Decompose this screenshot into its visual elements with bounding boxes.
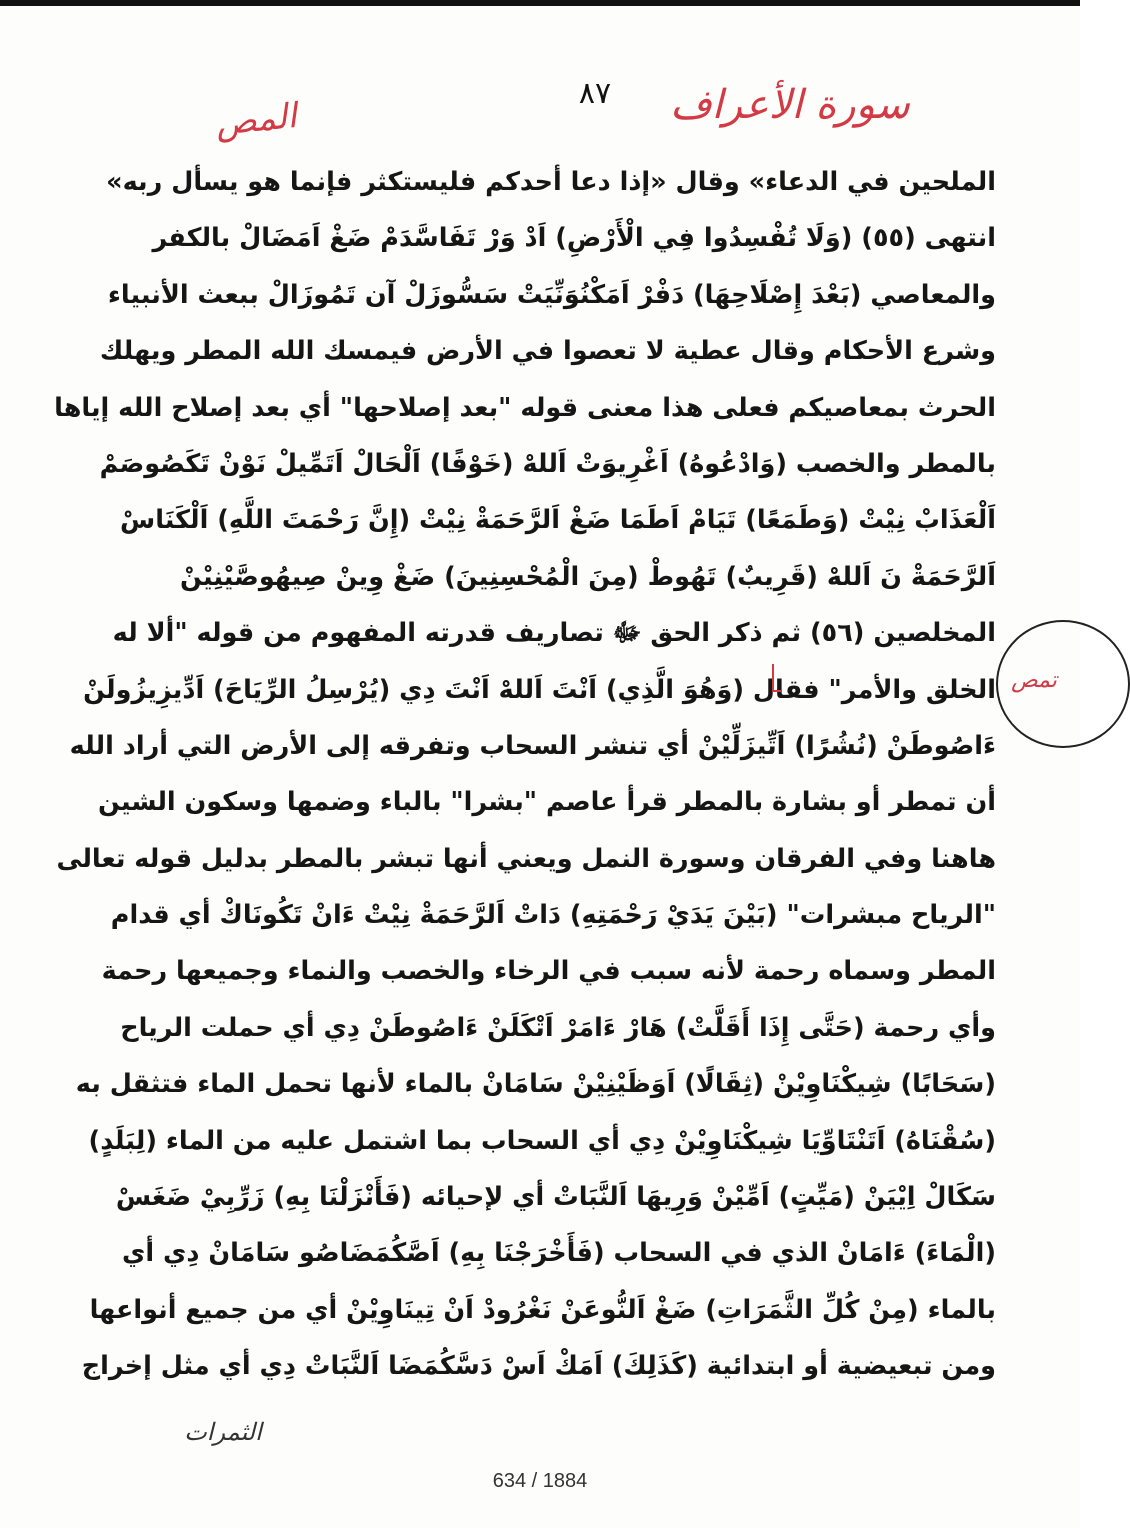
text-line: (سُقْنَاهُ) اَتَنْتَاوِّيَا شِيكْنَاوِيْنْ دِي أي السحاب بما اشتمل عليه من الماء (لِبَلَدٍ): [88, 1125, 996, 1156]
text-line: أن تمطر أو بشارة بالمطر قرأ عاصم "بشرا" بالباء وضمها وسكون الشين: [98, 787, 996, 818]
insertion-mark: [772, 664, 782, 692]
viewer-page-indicator: 634 / 1884: [492, 1470, 588, 1492]
text-line: "الرياح مبشرات" (بَيْنَ يَدَيْ رَحْمَتِهِ) دَاتْ اَلرَّحَمَةْ نِيْتْ ءَانْ تَكُونَاكْ أي قدام: [110, 900, 996, 931]
text-line: المطر وسماه رحمة لأنه سبب في الرخاء والخصب والنماء وجميعها رحمة: [101, 956, 996, 987]
page-number: ٨٧: [578, 76, 612, 111]
handwritten-letters-note: المص: [213, 95, 299, 145]
text-line: الخلق والأمر" فقال (وَهُوَ الَّذِي) اَنْتَ اَللهْ اَنْتَ دِي (يُرْسِلُ الرِّيَاحَ) اَدِّيزِيزُولَنْ: [83, 674, 996, 705]
text-line: الحرث بمعاصيكم فعلى هذا معنى قوله "بعد إصلاحها" أي بعد إصلاح الله إياها: [54, 392, 996, 423]
margin-handwritten-note: تمص: [1011, 668, 1057, 693]
scan-top-edge: [0, 0, 1080, 6]
text-line: بالمطر والخصب (وَادْعُوهُ) اَغْرِيوَتْ اَللهْ (خَوْفًا) اَلْحَالْ اَتَمِّيلْ نَوْنْ تَكَصُوصَمْ: [99, 448, 996, 479]
text-line: الملحين في الدعاء» وقال «إذا دعا أحدكم فليستكثر فإنما هو يسأل ربه»: [106, 167, 996, 197]
catchword: الثمرات: [184, 1418, 262, 1446]
text-line: المخلصين (٥٦) ثم ذكر الحق ﷻ تصاريف قدرته المفهوم من قوله "ألا له: [112, 618, 996, 649]
text-line: وأي رحمة (حَتَّى إِذَا أَقَلَّتْ) هَارْ ءَامَرْ اَتْكَلَنْ ءَاصُوطَنْ دِي أي حملت الرياح: [120, 1012, 996, 1043]
text-line: والمعاصي (بَعْدَ إِصْلَاحِهَا) دَفْرْ اَمَكْنُوَنِّيَتْ سَسُّوزَلْ آن تَمُوزَالْ ببعث الأنبياء: [107, 279, 996, 310]
text-line: (الْمَاءَ) ءَامَانْ الذي في السحاب (فَأَخْرَجْنَا بِهِ) اَصَّكُمَضَاصُو سَامَانْ دِي أي: [122, 1238, 996, 1269]
text-line: ءَاصُوطَنْ (نُشُرًا) اَتِّيزَلِّيْنْ أي تنشر السحاب وتفرقه إلى الأرض التي أراد الله: [69, 730, 996, 761]
page-body-text: [54, 154, 996, 1395]
text-line: اَلرَّحَمَةْ نَ اَللهْ (قَرِيبٌ) تَهُوطْ (مِنَ الْمُحْسِنِينَ) ضَغْ وِينْ صِيهُوصَّيْنِيْنْ: [180, 561, 996, 592]
handwritten-surah-note: سورة الأعراف: [670, 82, 910, 128]
text-line: اَلْعَذَابْ نِيْتْ (وَطَمَعًا) تَيَامْ اَطَمَا ضَغْ اَلرَّحَمَةْ نِيْتْ (إِنَّ رَحْمَتَ اللَّهِ) اَلْكَنَاسْ: [120, 505, 996, 536]
text-line: ومن تبعيضية أو ابتدائية (كَذَلِكَ) اَمَكْ اَسْ دَسَّكُمَضَا اَلنَّبَاتْ دِي أي مثل إخراج: [81, 1351, 996, 1382]
text-line: وشرع الأحكام وقال عطية لا تعصوا في الأرض فيمسك الله المطر ويهلك: [99, 336, 996, 367]
text-line: انتهى (٥٥) (وَلَا تُفْسِدُوا فِي الْأَرْضِ) اَدْ وَرْ تَفَاسَّدَمْ ضَغْ اَمَضَالْ بالكفر: [152, 223, 996, 254]
text-line: (سَحَابًا) شِيكْنَاوِيْنْ (ثِقَالًا) اَوَظَيْنِيْنْ سَامَانْ بالماء لأنها تحمل الماء فتثقل به: [75, 1069, 996, 1100]
text-line: بالماء (مِنْ كُلِّ الثَّمَرَاتِ) ضَغْ اَلنُّوعَنْ نَغْرُودْ اَنْ تِينَاوِيْنْ أي من جميع أنواعها: [89, 1294, 996, 1325]
text-line: هاهنا وفي الفرقان وسورة النمل ويعني أنها تبشر بالمطر بدليل قوله تعالى: [56, 843, 996, 874]
text-line: سَكَالْ اِيْيَنْ (مَيِّتٍ) اَمِّيْنْ وَرِيهَا اَلنَّبَاتْ أي لإحيائه (فَأَنْزَلْنَا بِهِ) زَرِّبِيْ ضَغَسْ: [115, 1182, 996, 1213]
